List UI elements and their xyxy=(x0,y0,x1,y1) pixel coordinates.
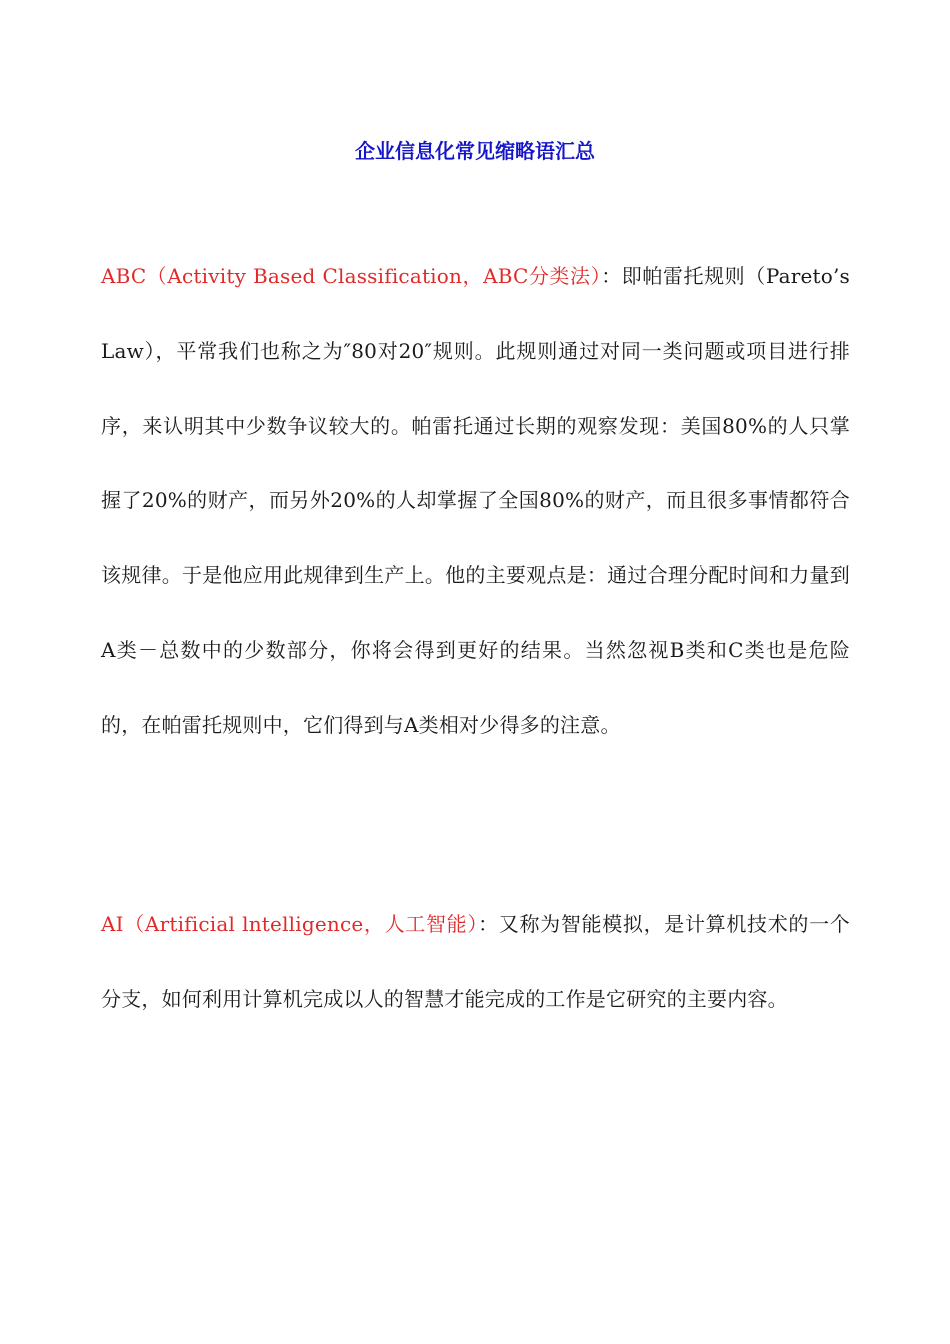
page-title: 企业信息化常见缩略语汇总 xyxy=(355,139,595,163)
entry-term: ABC（Activity Based Classification，ABC分类法） xyxy=(101,264,602,288)
entry-definition: ：即帕雷托规则（Pareto’s Law），平常我们也称之为″80对20″规则。此规则通过对同一类问题或项目进行排序，来认明其中少数争议较大的。帕雷托通过长期的观察发现：美国80%的人只掌握了20%的财产，而另外20%的人却掌握了全国80%的财产，而且很多事情都符合该规律。于是他应用此规律到生产上。他的主要观点是：通过合理分配时间和力量到A类－总数中的少数部分，你将会得到更好的结果。当然忽视B类和C类也是危险的，在帕雷托规则中，它们得到与A类相对少得多的注意。 xyxy=(101,264,850,737)
glossary-entry-abc xyxy=(101,239,850,763)
glossary-entry-ai xyxy=(101,887,850,1037)
entry-term: AI（Artificial lntelligence，人工智能） xyxy=(101,912,479,936)
entry-definition: ：又称为智能模拟，是计算机技术的一个分支，如何利用计算机完成以人的智慧才能完成的工作是它研究的主要内容。 xyxy=(101,912,850,1011)
